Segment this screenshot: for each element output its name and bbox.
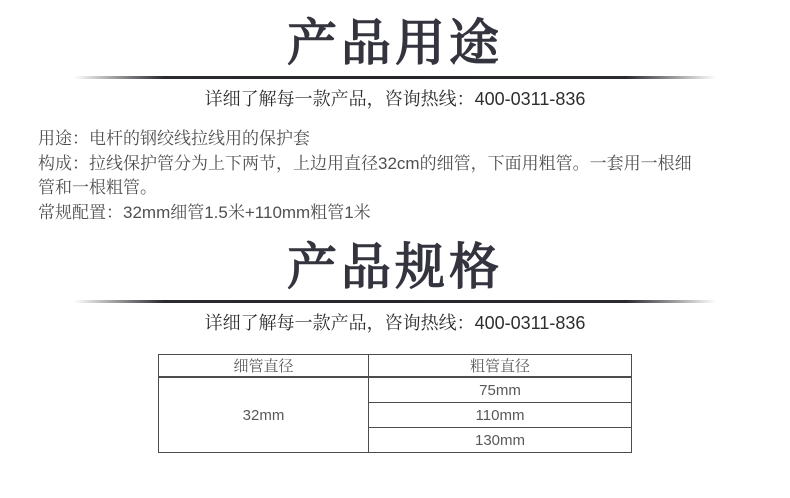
usage-line-composition-2: 管和一根粗管。: [38, 178, 157, 198]
thick-pipe-value-1: 75mm: [369, 377, 632, 403]
table-row: [159, 377, 632, 403]
usage-hotline-text: 详细了解每一款产品，咨询热线：400-0311-836: [204, 89, 586, 109]
usage-line-purpose: 用途：电杆的钢绞线拉线用的保护套: [38, 129, 310, 148]
usage-divider: [74, 76, 716, 79]
specs-hotline-text: 详细了解每一款产品，咨询热线：400-0311-836: [204, 313, 586, 334]
usage-section-title: 产品用途: [287, 14, 503, 72]
thick-pipe-header: 粗管直径: [369, 355, 632, 378]
product-usage-section: [0, 0, 790, 225]
usage-line-standard-config: 常规配置：32mm细管1.5米+110mm粗管1米: [38, 202, 371, 222]
thick-pipe-value-2: 110mm: [369, 403, 632, 428]
usage-description: [38, 127, 760, 225]
thick-pipe-value-3: 130mm: [369, 428, 632, 453]
thin-pipe-header: 细管直径: [159, 355, 369, 378]
table-header-row: [159, 355, 632, 378]
product-specs-section: [0, 225, 790, 453]
specs-section-title: 产品规格: [287, 238, 503, 297]
usage-line-composition-1: 构成：拉线保护管分为上下两节，上边用直径32cm的细管，下面用粗管。一套用一根细: [38, 153, 692, 173]
pipe-diameter-table: [158, 354, 632, 453]
thin-pipe-value: 32mm: [159, 377, 369, 453]
specs-divider: [74, 300, 716, 303]
